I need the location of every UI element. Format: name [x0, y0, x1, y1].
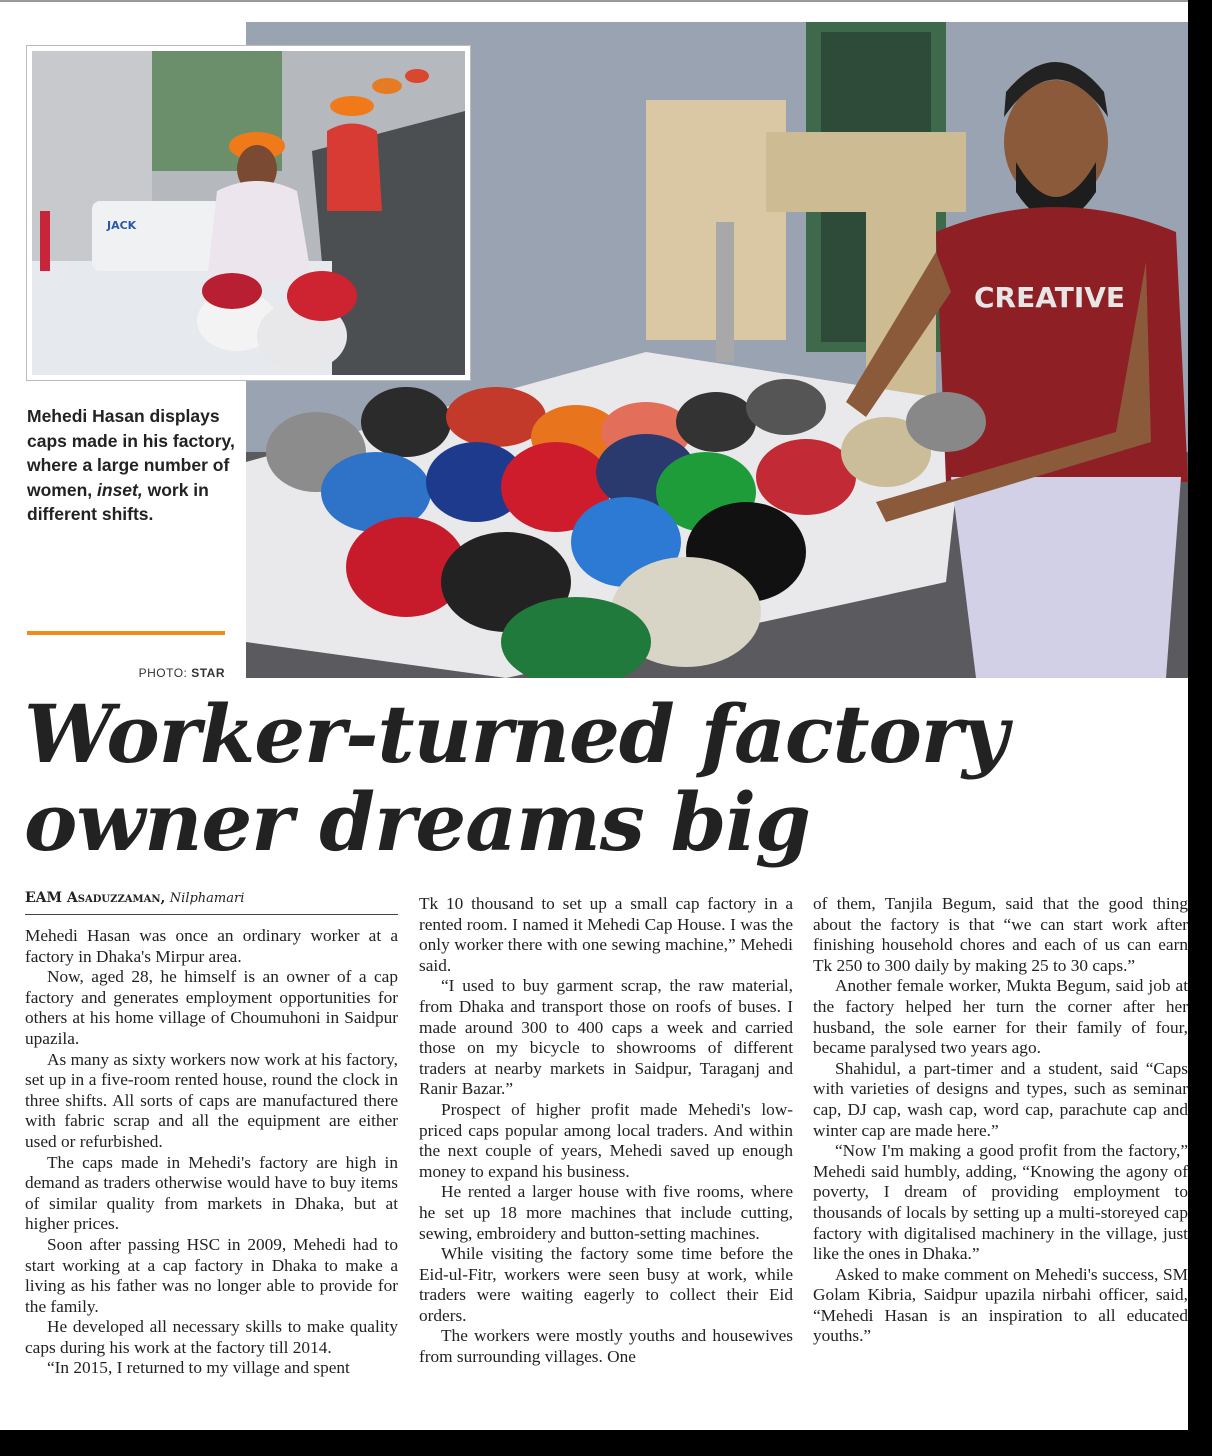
paragraph: Soon after passing HSC in 2009, Mehedi had to start working at a cap factory in Dhaka to make a living as his father was no longer able to provide for the family.	[25, 1234, 398, 1316]
paragraph: Now, aged 28, he himself is an owner of a cap factory and generates employment opportunities for others at his home village of Choumuhoni in Saidpur upazila.	[25, 967, 398, 1048]
paragraph: “In 2015, I returned to my village and spent	[47, 1358, 350, 1378]
article-column-1	[25, 926, 398, 1379]
caption-text-end: work in different shifts.	[27, 479, 209, 524]
caption-italic: inset,	[97, 479, 143, 500]
paragraph: “Now I'm making a good profit from the factory,” Mehedi said humbly, adding, “Knowing the agony of poverty, I dream of providing employment to thousands of locals by setting up a multi-storeyed cap factory with digitalised machinery in the village, just like the ones in Dhaka.”	[813, 1141, 1188, 1264]
paragraph: “I used to buy garment scrap, the raw material, from Dhaka and transport those on roofs of buses. I made around 300 to 400 caps a week and carried those on my bicycle to showrooms of different traders at nearby markets in Saidpur, Taraganj and Ranir Bazar.”	[419, 976, 793, 1099]
byline	[25, 890, 398, 906]
paragraph: As many as sixty workers now work at his factory, set up in a five-room rented house, round the clock in three shifts. All sorts of caps are manufactured there with fabric scrap and all the equipment are either used or refurbished.	[25, 1049, 398, 1151]
paragraph: of them, Tanjila Begum, said that the good thing about the factory is that “we can start work after finishing household chores and each of us can earn Tk 250 to 300 daily by making 25 to 30 caps.”	[813, 894, 1188, 975]
paragraph: Tk 10 thousand to set up a small cap factory in a rented room. I named it Mehedi Cap House. I was the only worker there with one sewing machine,” Mehedi said.	[419, 894, 793, 975]
paragraph: Another female worker, Mukta Begum, said job at the factory helped her turn the corner after her husband, the sole earner for their family of four, became paralysed two years ago.	[813, 976, 1188, 1058]
byline-rule	[25, 914, 398, 915]
photo-credit-label: PHOTO:	[138, 666, 192, 680]
caption-text: Mehedi Hasan displays caps made in his factory, where a large number of women,	[27, 406, 235, 500]
paragraph: He developed all necessary skills to make quality caps during his work at the factory till 2014.	[25, 1317, 398, 1357]
paragraph: Shahidul, a part-timer and a student, said “Caps with varieties of designs and types, such as seminar cap, DJ cap, wash cap, word cap, parachute cap and winter cap are made here.”	[813, 1058, 1188, 1140]
paragraph: The workers were mostly youths and housewives from surrounding villages. One	[419, 1326, 793, 1367]
byline-place: Nilphamari	[169, 891, 245, 906]
photo-caption	[27, 404, 239, 527]
photo-credit	[100, 666, 225, 680]
paragraph: Prospect of higher profit made Mehedi's low-priced caps popular among local traders. And within the next couple of years, Mehedi saved up enough money to expand his business.	[419, 1099, 793, 1181]
photo-credit-source: STAR	[191, 666, 225, 680]
article-column-3	[813, 894, 1188, 1347]
top-rule	[0, 0, 1188, 2]
inset-machine-label: JACK	[107, 219, 137, 232]
inset-photo-illustration	[32, 51, 465, 375]
headline: Worker-turned factory owner dreams big	[24, 687, 1008, 869]
inset-photo	[27, 46, 470, 380]
paragraph: Asked to make comment on Mehedi's success, SM Golam Kibria, Saidpur upazila nirbahi officer, said, “Mehedi Hasan is an inspiration to all educated youths.”	[813, 1264, 1188, 1346]
caption-accent-rule	[27, 631, 225, 635]
paragraph: Mehedi Hasan was once an ordinary worker at a factory in Dhaka's Mirpur area.	[25, 926, 398, 966]
paragraph: He rented a larger house with five rooms, where he set up 18 more machines that include cutting, sewing, embroidery and button-setting machines.	[419, 1182, 793, 1243]
inset-photo-image	[32, 51, 465, 375]
paragraph: While visiting the factory some time before the Eid-ul-Fitr, workers were seen busy at work, while traders were waiting eagerly to collect their Eid orders.	[419, 1244, 793, 1325]
paragraph: The caps made in Mehedi's factory are high in demand as traders otherwise would have to buy items of similar quality from markets in Dhaka, but at higher prices.	[25, 1152, 398, 1234]
article-column-2	[419, 894, 793, 1368]
byline-name: EAM Asaduzzaman,	[25, 890, 166, 906]
svg-text:CREATIVE: CREATIVE	[974, 281, 1126, 314]
